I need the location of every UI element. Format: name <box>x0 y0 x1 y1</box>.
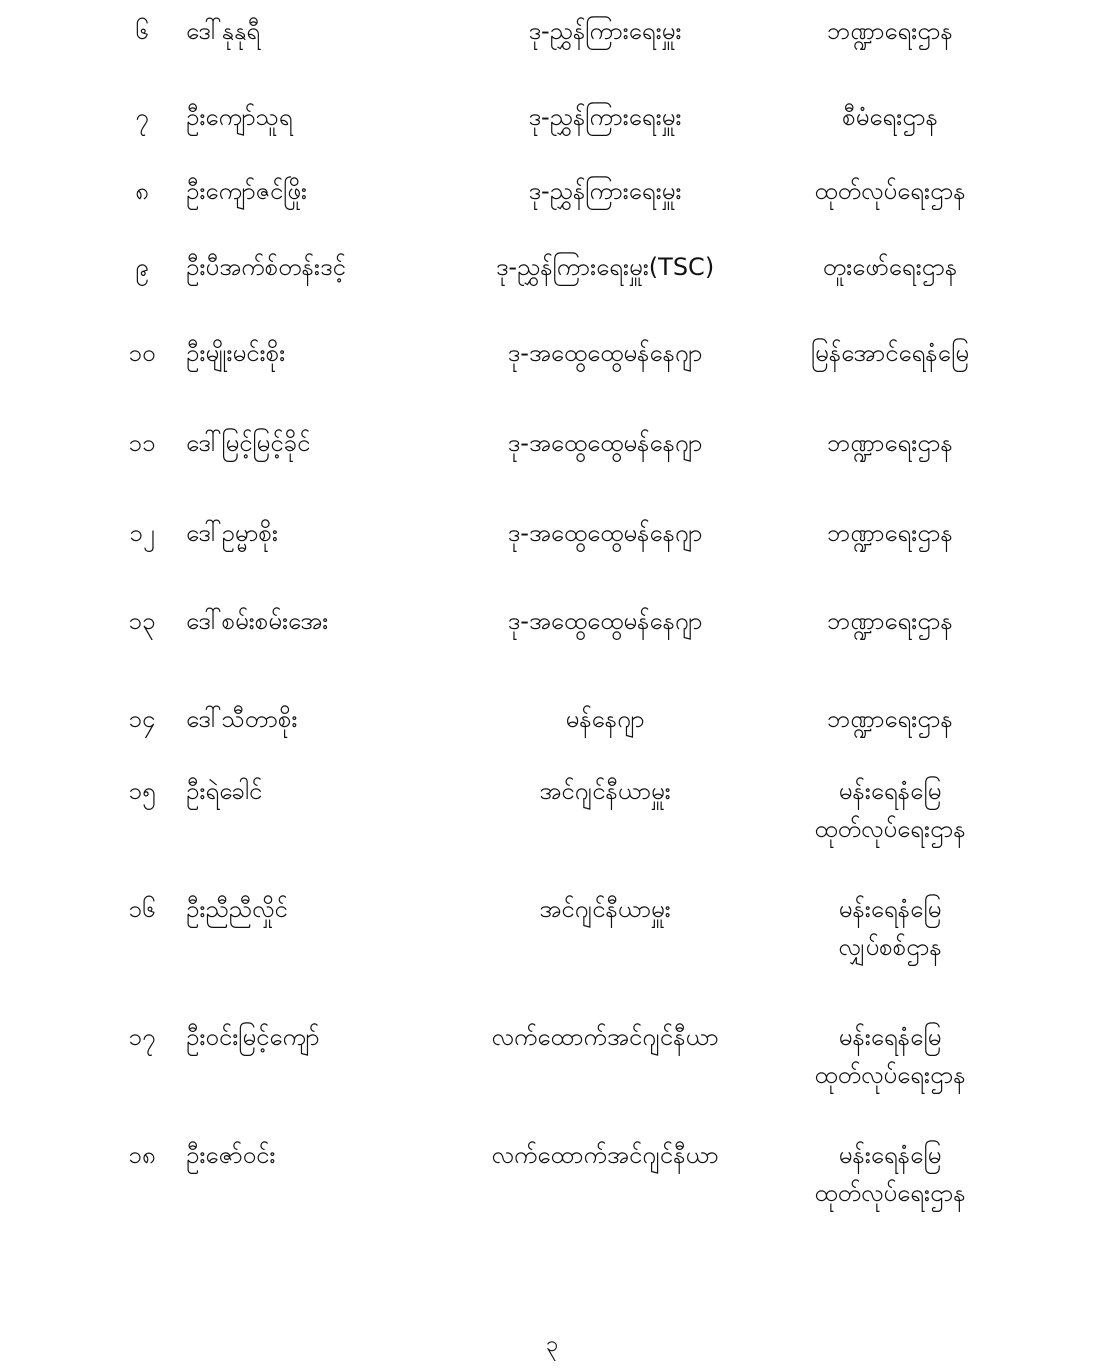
department <box>760 1018 1020 1094</box>
person-name: ဦးညီညီလှိုင် <box>186 895 288 923</box>
row-number: ၁၃ <box>128 607 156 635</box>
row-number: ၉ <box>135 253 149 281</box>
department <box>760 1136 1020 1212</box>
department <box>760 890 1020 966</box>
department-line-1: မန်းရေနံမြေ <box>838 1141 942 1169</box>
department-line-2: လျှပ်စစ်ဌာန <box>838 933 942 961</box>
row-number: ၁၈ <box>128 1141 156 1169</box>
department <box>760 424 1020 462</box>
department <box>760 248 1020 286</box>
position-title: မန်နေဂျာ <box>565 705 645 733</box>
person-name: ဦးပီအက်စ်တန်းဒင့် <box>186 253 346 281</box>
position-title: ဒု-ညွှန်ကြားရေးမှူး <box>528 103 682 131</box>
person-name: ဒေါ်သီတာစိုး <box>186 705 298 733</box>
department-line-2: ထုတ်လုပ်ရေးဌာန <box>814 1179 966 1207</box>
department-line-1: ထုတ်လုပ်ရေးဌာန <box>814 177 966 205</box>
person-name: ဦးဇော်ဝင်း <box>186 1141 276 1169</box>
department-line-1: မန်းရေနံမြေ <box>838 1023 942 1051</box>
row-number: ၁၅ <box>128 777 156 805</box>
person-name: ဦးမျိုးမင်းစိုး <box>186 339 286 367</box>
department <box>760 772 1020 848</box>
department-line-2: ထုတ်လုပ်ရေးဌာန <box>814 1061 966 1089</box>
row-number: ၁၇ <box>128 1023 156 1051</box>
department-line-1: မြန်အောင်ရေနံမြေ <box>811 339 969 367</box>
position-title: ဒု-ညွှန်ကြားရေးမှူး <box>528 177 682 205</box>
row-number: ၁၀ <box>128 339 156 367</box>
department-line-1: ဘဏ္ဍာရေးဌာန <box>827 607 953 635</box>
department-line-1: မန်းရေနံမြေ <box>838 895 942 923</box>
department-line-1: ဘဏ္ဍာရေးဌာန <box>827 429 953 457</box>
department <box>760 700 1020 738</box>
row-number: ၇ <box>135 103 149 131</box>
position-title: လက်ထောက်အင်ဂျင်နီယာ <box>491 1141 719 1169</box>
position-title: ဒု-ညွှန်ကြားရေးမှူး <box>528 17 682 45</box>
position-title: အင်ဂျင်နီယာမှူး <box>539 777 671 805</box>
row-number: ၈ <box>135 177 149 205</box>
department <box>760 602 1020 640</box>
department <box>760 12 1020 50</box>
department <box>760 334 1020 372</box>
person-name: ဦးဝင်းမြင့်ကျော် <box>186 1023 320 1051</box>
person-name: ဦးကျော်ဇင်ဖြိုး <box>186 177 308 205</box>
position-title: ဒု-အထွေထွေမန်နေဂျာ <box>507 519 703 547</box>
department-line-1: တူးဖော်ရေးဌာန <box>822 253 958 281</box>
person-name: ဒေါ်ဥမ္မာစိုး <box>186 519 278 547</box>
department <box>760 172 1020 210</box>
position-title: ဒု-ညွှန်ကြားရေးမှူး(TSC) <box>495 253 715 281</box>
row-number: ၁၁ <box>128 429 156 457</box>
department <box>760 514 1020 552</box>
department-line-1: မန်းရေနံမြေ <box>838 777 942 805</box>
department-line-1: ဘဏ္ဍာရေးဌာန <box>827 519 953 547</box>
person-name: ဒေါ်စမ်းစမ်းအေး <box>186 607 329 635</box>
person-name: ဦးကျော်သူရ <box>186 103 293 131</box>
row-number: ၁၆ <box>128 895 156 923</box>
position-title: ဒု-အထွေထွေမန်နေဂျာ <box>507 607 703 635</box>
position-title: လက်ထောက်အင်ဂျင်နီယာ <box>491 1023 719 1051</box>
position-title: အင်ဂျင်နီယာမှူး <box>539 895 671 923</box>
row-number: ၁၂ <box>129 519 155 547</box>
page-number: ၃ <box>545 1332 559 1357</box>
person-name: ဦးရဲခေါင် <box>186 777 263 805</box>
position-title: ဒု-အထွေထွေမန်နေဂျာ <box>507 429 703 457</box>
row-number: ၁၄ <box>128 705 156 733</box>
person-name: ဒေါ်နုနုရီ <box>186 17 261 45</box>
row-number: ၆ <box>135 17 149 45</box>
position-title: ဒု-အထွေထွေမန်နေဂျာ <box>507 339 703 367</box>
department-line-1: စီမံရေးဌာန <box>842 103 938 131</box>
department-line-1: ဘဏ္ဍာရေးဌာန <box>827 705 953 733</box>
department <box>760 98 1020 136</box>
department-line-2: ထုတ်လုပ်ရေးဌာန <box>814 815 966 843</box>
department-line-1: ဘဏ္ဍာရေးဌာန <box>827 17 953 45</box>
person-name: ဒေါ်မြင့်မြင့်ခိုင် <box>186 429 311 457</box>
